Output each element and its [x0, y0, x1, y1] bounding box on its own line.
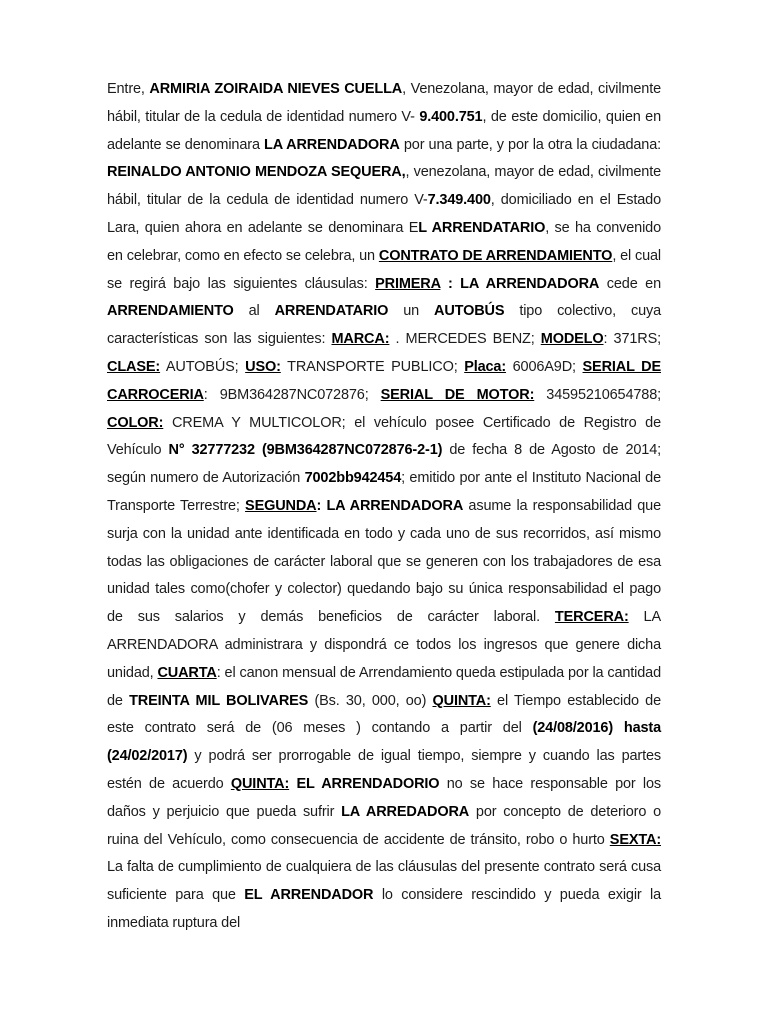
text-run: , de este domicilio, quien en adelante se denominara — [107, 108, 661, 153]
bold-term: SERIAL DE MOTOR: — [380, 386, 535, 403]
text-run: , se ha convenido en celebrar, como en efecto se celebra, un — [107, 219, 661, 264]
bold-term: LA ARREDADORA — [341, 803, 470, 820]
bold-term: 7.349.400 — [427, 192, 491, 209]
document-page — [107, 76, 661, 938]
bold-term: ARRENDATARIO — [274, 303, 389, 320]
text-run: tipo colectivo, cuya características son las siguientes: — [107, 303, 662, 348]
text-run: : 9BM364287NC072876; — [203, 386, 381, 403]
text-run: , Venezolana, mayor de edad, civilmente hábil, titular de la cedula de identidad numero V- — [107, 81, 661, 125]
bold-term: SEXTA: — [609, 831, 661, 848]
bold-term: TERCERA: — [554, 609, 629, 626]
text-run: al — [233, 303, 275, 320]
text-run: . MERCEDES BENZ; — [389, 331, 541, 348]
text-run: , domiciliado en el Estado Lara, quien ahora en adelante se denominara E — [107, 192, 661, 236]
bold-term: EL ARRENDADOR — [244, 887, 374, 904]
text-run: de fecha 8 de Agosto de 2014; según numero de Autorización — [107, 442, 661, 487]
bold-term: MODELO — [540, 331, 604, 348]
bold-term: MARCA: — [331, 331, 390, 348]
text-run: por concepto de deterioro o ruina del Vehículo, como consecuencia de accidente de tránsito, robo o hurto — [107, 803, 661, 848]
bold-term: N° 32777232 (9BM364287NC072876-2-1) — [168, 442, 443, 459]
text-run: CREMA Y MULTICOLOR; el vehículo posee Certificado de Registro de Vehículo — [107, 414, 661, 459]
bold-term: REINALDO ANTONIO MENDOZA SEQUERA, — [107, 164, 406, 181]
bold-term: TREINTA MIL BOLIVARES — [129, 692, 309, 709]
bold-term: 9.400.751 — [419, 108, 483, 125]
bold-term: Placa: — [464, 358, 507, 375]
text-run: : el canon mensual de Arrendamiento queda estipulada por la cantidad de — [107, 664, 661, 709]
text-run: asume la responsabilidad que surja con la unidad ante identificada en todo y cada uno de sus recorridos, así mismo todas las obligaciones de carácter laboral que se generen con los trabajadores de esa unidad tales como(chofer y colector) quedando bajo su única responsabilidad el pago de sus salarios y demás beneficios de carácter laboral. — [107, 497, 661, 626]
bold-term: CUARTA — [157, 664, 217, 681]
text-run: el Tiempo establecido de este contrato será de (06 meses ) contando a partir del — [107, 692, 661, 737]
bold-term: 7002bb942454 — [304, 470, 402, 487]
bold-term: LA ARRENDADORA — [264, 136, 400, 153]
text-run: un — [388, 303, 434, 320]
bold-term: CLASE: — [107, 358, 161, 375]
text-run: 6006A9D; — [506, 358, 583, 375]
bold-term: SEGUNDA — [245, 497, 317, 514]
text-run: (Bs. 30, 000, oo) — [308, 692, 433, 709]
bold-term: L ARRENDATARIO — [418, 219, 546, 236]
bold-term: COLOR: — [107, 414, 164, 431]
bold-term: : LA ARRENDADORA — [316, 497, 464, 514]
bold-term: : LA ARRENDADORA — [440, 275, 600, 292]
contract-paragraph — [107, 76, 661, 938]
text-run: : 371RS; — [603, 331, 661, 348]
bold-term: SERIAL DE CARROCERIA — [107, 358, 661, 403]
text-run: por una parte, y por la otra la ciudadana: — [399, 136, 662, 153]
bold-term: AUTOBÚS — [434, 303, 505, 320]
bold-term: ARRENDAMIENTO — [107, 303, 234, 320]
bold-term: CONTRATO DE ARRENDAMIENTO — [378, 247, 613, 264]
text-run: TRANSPORTE PUBLICO; — [280, 358, 465, 375]
text-run: cede en — [599, 275, 661, 292]
bold-term: QUINTA: — [432, 692, 491, 709]
bold-term: (24/08/2016) hasta (24/02/2017) — [107, 720, 662, 765]
text-run: 34595210654788; — [534, 386, 661, 403]
bold-term: USO: — [245, 358, 281, 375]
text-run: LA ARRENDADORA administrara y dispondrá ce todos los ingresos que genere dicha unidad, — [107, 609, 661, 681]
bold-term: PRIMERA — [375, 275, 441, 292]
bold-term: ARMIRIA ZOIRAIDA NIEVES CUELLA — [149, 81, 403, 97]
text-run: lo considere rescindido y pueda exigir la inmediata ruptura del — [107, 887, 662, 931]
text-run: ; emitido por ante el Instituto Nacional de Transporte Terrestre; — [107, 470, 661, 514]
bold-term: EL ARRENDADORIO — [289, 775, 440, 792]
text-run: y podrá ser prorrogable de igual tiempo, siempre y cuando las partes estén de acuerdo — [107, 748, 661, 792]
text-run: La falta de cumplimiento de cualquiera de las cláusulas del presente contrato será cusa suficiente para que — [107, 859, 661, 904]
text-run: no se hace responsable por los daños y perjuicio que pueda sufrir — [107, 775, 661, 820]
text-run: , venezolana, mayor de edad, civilmente hábil, titular de la cedula de identidad numero V- — [107, 164, 661, 209]
bold-term: QUINTA: — [230, 775, 290, 792]
text-run: , el cual se regirá bajo las siguientes cláusulas: — [107, 247, 661, 292]
text-run: AUTOBÚS; — [160, 358, 246, 375]
text-run: Entre, — [107, 81, 150, 97]
